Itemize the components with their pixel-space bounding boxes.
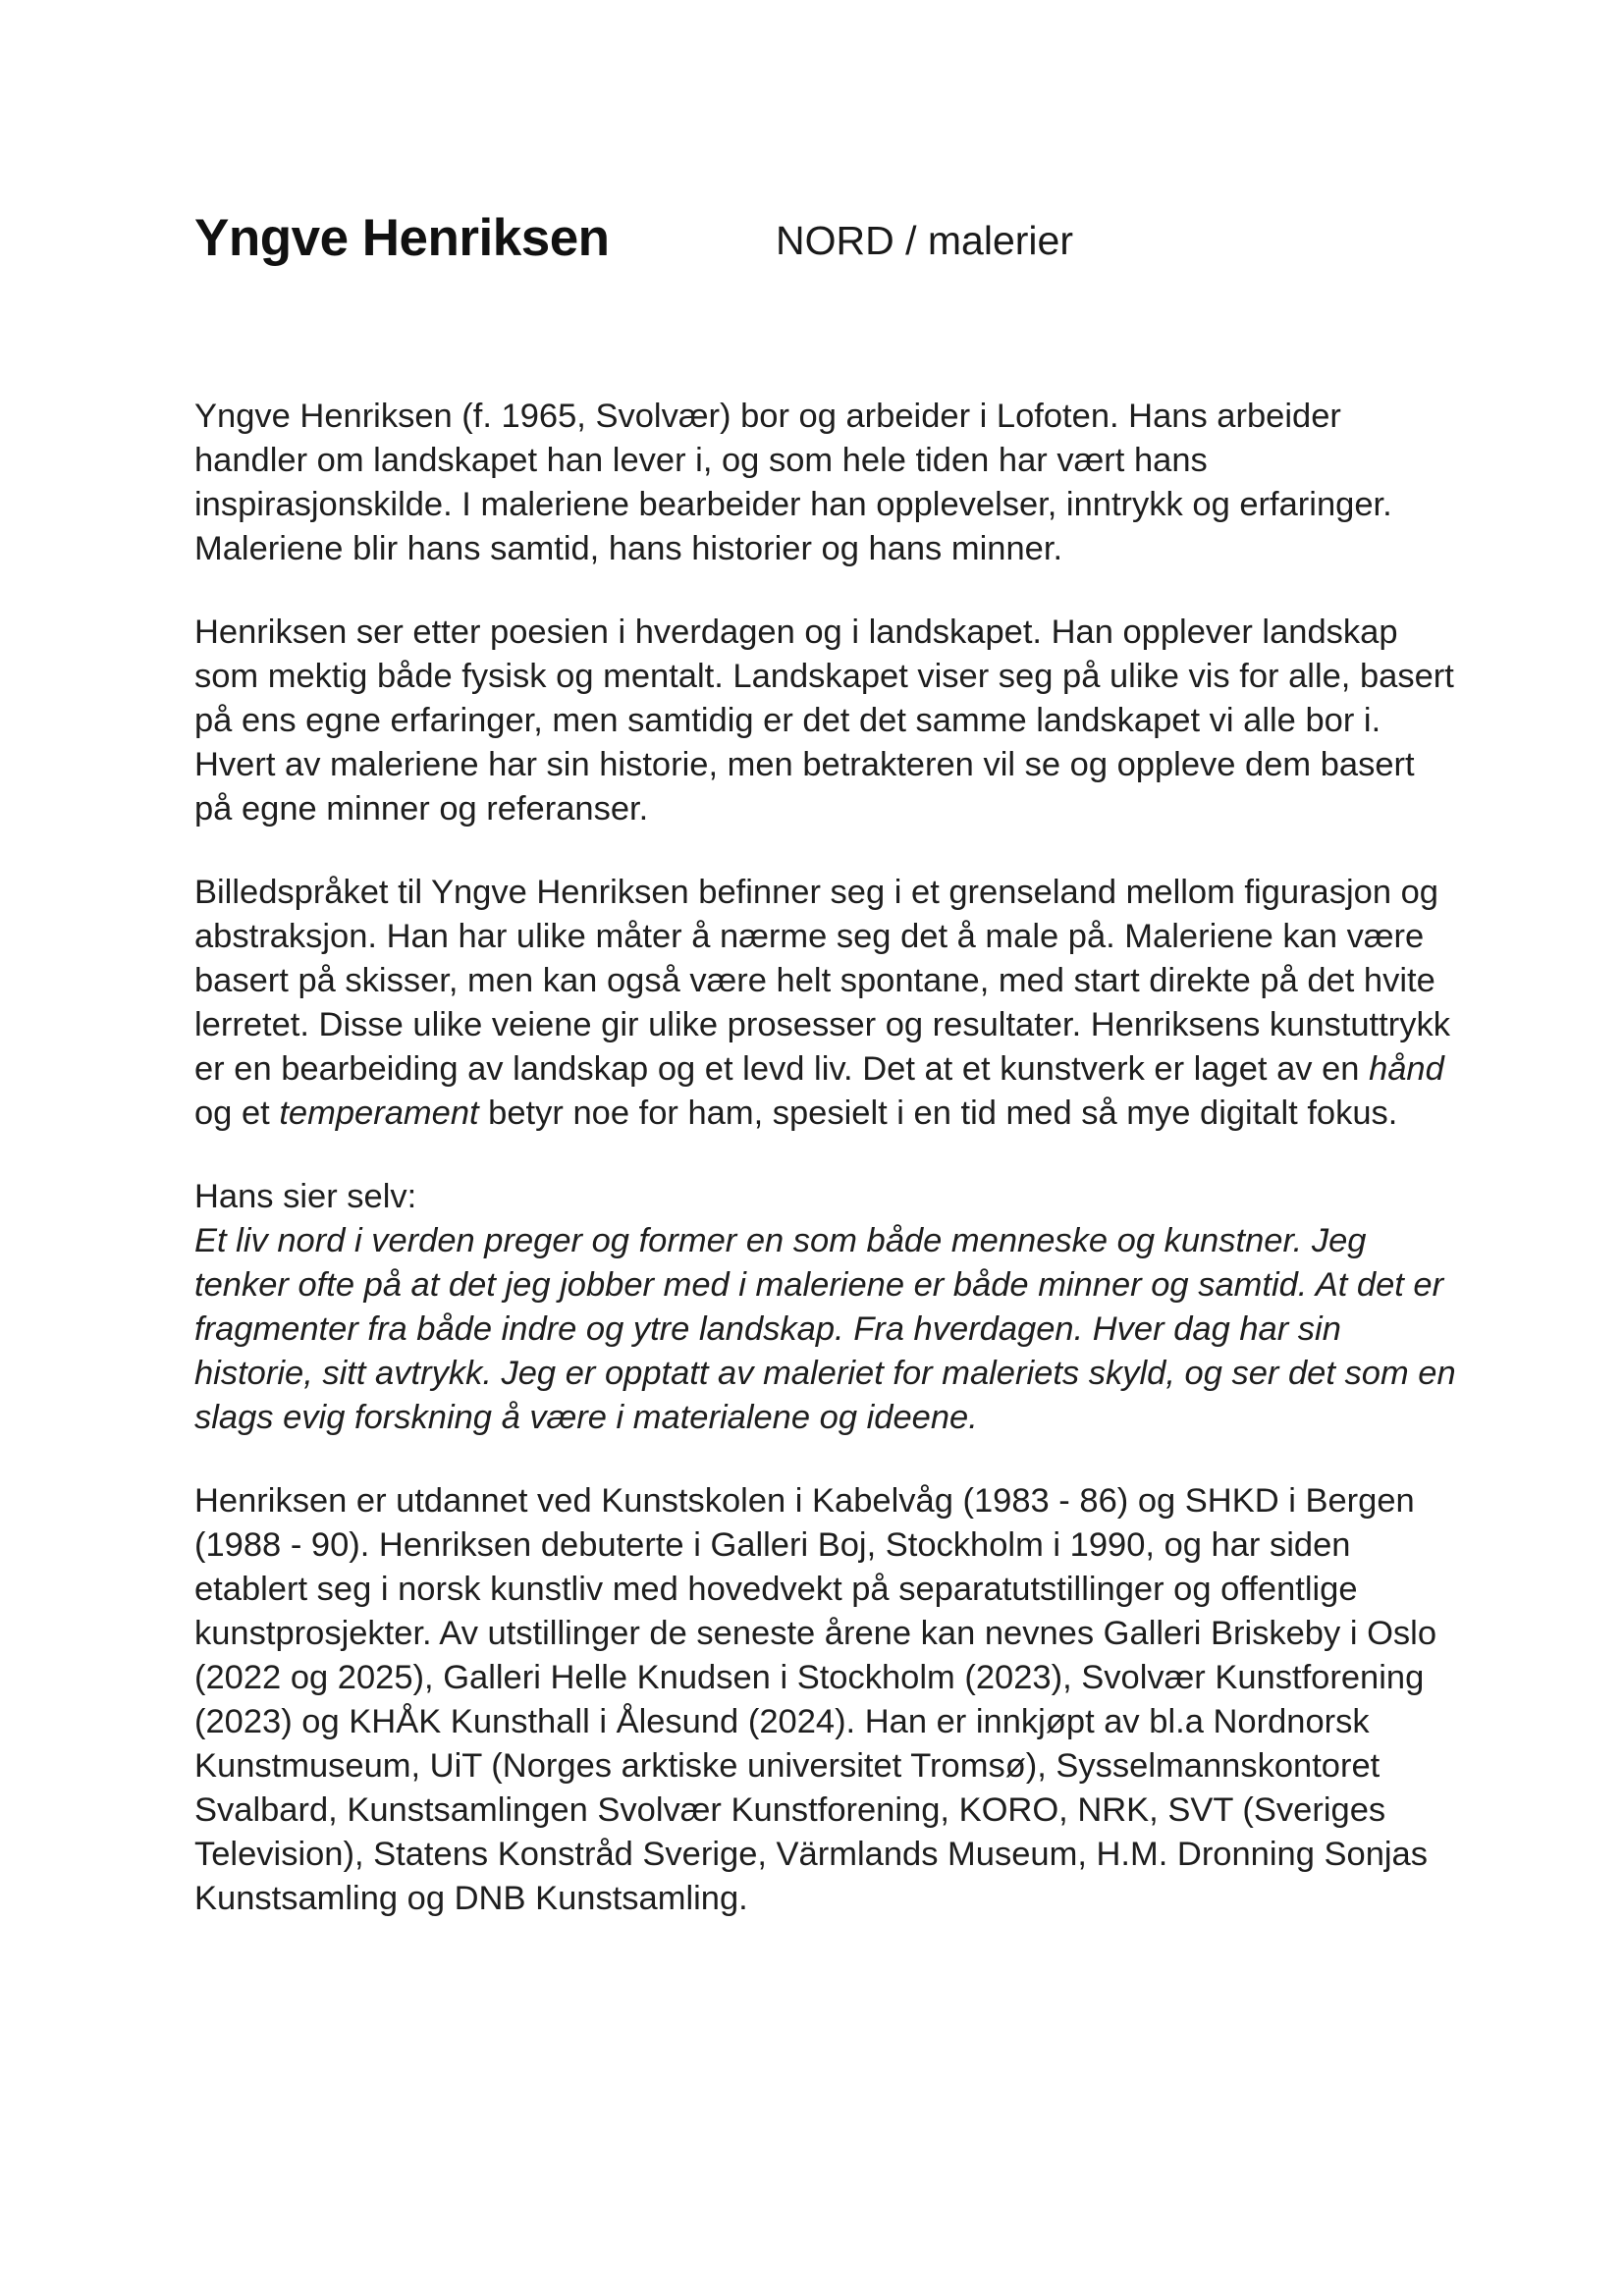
paragraph-visual-language bbox=[194, 871, 1461, 1136]
paragraph-landscape: Henriksen ser etter poesien i hverdagen og i landskapet. Han opplever landskap som mektig både fysisk og mentalt. Landskapet viser seg på ulike vis for alle, basert på ens egne erfaringer, men samtidig er det det samme landskapet vi alle bor i. Hvert av maleriene har sin historie, men betrakteren vil se og oppleve dem basert på egne minner og referanser. bbox=[194, 614, 1454, 828]
quote-intro: Hans sier selv: bbox=[194, 1178, 417, 1215]
artist-quote: Et liv nord i verden preger og former en som både menneske og kunstner. Jeg tenker ofte på at det jeg jobber med i maleriene er både minner og samtid. At det er fragmenter fra både indre og ytre landskap. Fra hverdagen. Hver dag har sin historie, sitt avtrykk. Jeg er opptatt av maleriet for maleriets skyld, og ser det som en slags evig forskning å være i materialene og ideene. bbox=[194, 1222, 1456, 1436]
paragraph-visual-language-text-3: betyr noe for ham, spesielt i en tid med så mye digitalt fokus. bbox=[478, 1095, 1398, 1132]
paragraph-visual-language-text-2: og et bbox=[194, 1095, 280, 1132]
exhibition-title: NORD / malerier bbox=[776, 218, 1073, 263]
paragraph-education-exhibitions: Henriksen er utdannet ved Kunstskolen i Kabelvåg (1983 - 86) og SHKD i Bergen (1988 - 90). Henriksen debuterte i Galleri Boj, Stockholm i 1990, og har siden etablert seg i norsk kunstliv med hovedvekt på separatutstillinger og offentlige kunstprosjekter. Av utstillinger de seneste årene kan nevnes Galleri Briskeby i Oslo (2022 og 2025), Galleri Helle Knudsen i Stockholm (2023), Svolvær Kunstforening (2023) og KHÅK Kunsthall i Ålesund (2024). Han er innkjøpt av bl.a Nordnorsk Kunstmuseum, UiT (Norges arktiske universitet Tromsø), Sysselmannskontoret Svalbard, Kunstsamlingen Svolvær Kunstforening, KORO, NRK, SVT (Sveriges Television), Statens Konstråd Sverige, Värmlands Museum, H.M. Dronning Sonjas Kunstsamling og DNB Kunstsamling. bbox=[194, 1482, 1437, 1917]
emphasis-temperament: temperament bbox=[279, 1095, 479, 1132]
emphasis-hand: hånd bbox=[1369, 1050, 1444, 1088]
paragraph-intro: Yngve Henriksen (f. 1965, Svolvær) bor og arbeider i Lofoten. Hans arbeider handler om landskapet han lever i, og som hele tiden har vært hans inspirasjonskilde. I maleriene bearbeider han opplevelser, inntrykk og erfaringer. Maleriene blir hans samtid, hans historier og hans minner. bbox=[194, 398, 1392, 567]
body-text bbox=[194, 395, 1461, 1960]
artist-name: Yngve Henriksen bbox=[194, 209, 610, 267]
page-header bbox=[194, 204, 1432, 273]
paragraph-visual-language-text-1: Billedspråket til Yngve Henriksen befinner seg i et grenseland mellom figurasjon og abstraksjon. Han har ulike måter å nærme seg det å male på. Maleriene kan være basert på skisser, men kan også være helt spontane, med start direkte på det hvite lerretet. Disse ulike veiene gir ulike prosesser og resultater. Henriksens kunstuttrykk er en bearbeiding av landskap og et levd liv. Det at et kunstverk er laget av en bbox=[194, 874, 1450, 1088]
